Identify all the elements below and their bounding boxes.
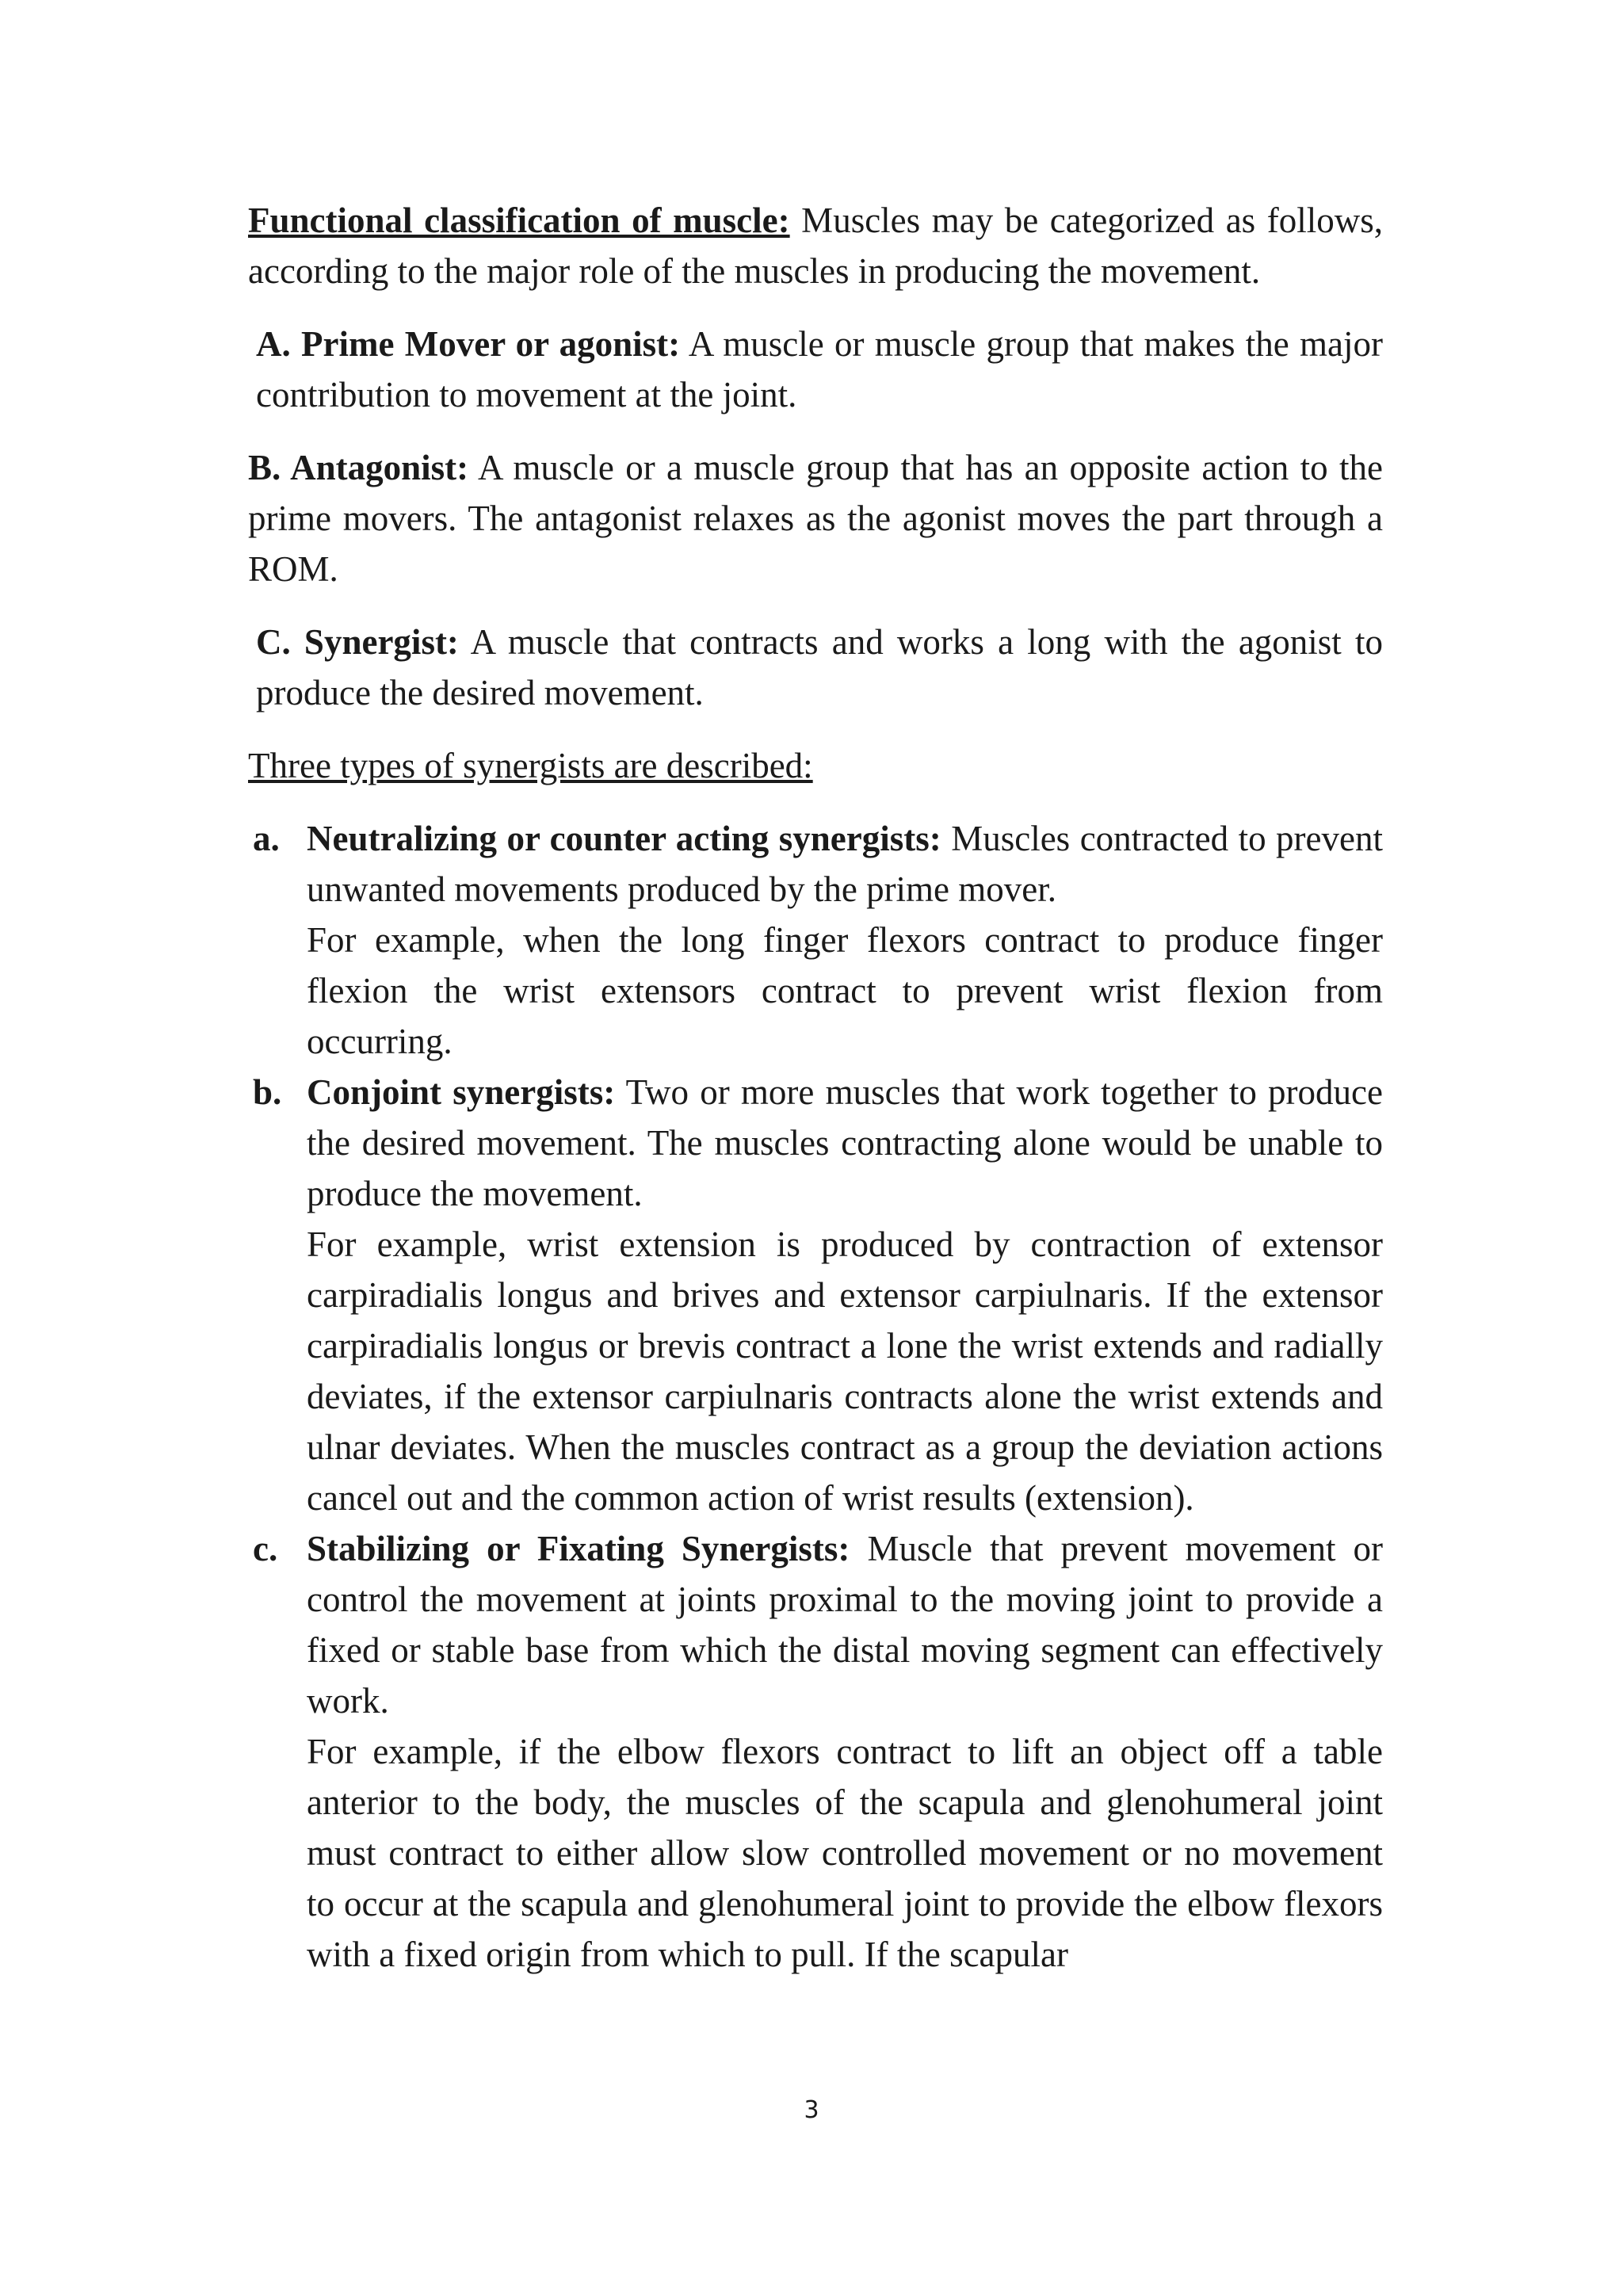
definition-text: A muscle that contracts and works a long with the agonist to produce the desired movement.	[256, 622, 1383, 712]
list-item-body	[307, 1067, 1383, 1219]
definition-synergist	[248, 617, 1383, 718]
definition-term: B. Antagonist:	[248, 448, 469, 487]
definition-text: A muscle or muscle group that makes the major contribution to movement at the joint.	[256, 324, 1384, 415]
intro-paragraph	[248, 195, 1383, 296]
list-item-term: Neutralizing or counter acting synergists:	[307, 819, 941, 858]
definition-antagonist	[248, 442, 1383, 594]
list-item-text: Muscle that prevent movement or control the movement at joints proximal to the moving joint to provide a fixed or stable base from which the distal moving segment can effectively work.	[307, 1529, 1383, 1721]
synergist-types-list	[248, 813, 1383, 1980]
definition-term: A. Prime Mover or agonist:	[256, 324, 681, 364]
synergists-subheading: Three types of synergists are described:	[248, 746, 813, 785]
list-item-stabilizing	[248, 1523, 1383, 1980]
definition-prime-mover	[248, 319, 1383, 420]
list-marker: b.	[253, 1072, 282, 1112]
list-item-term: Conjoint synergists:	[307, 1072, 616, 1112]
list-item-term: Stabilizing or Fixating Synergists:	[307, 1529, 850, 1568]
list-item-body	[307, 813, 1383, 915]
list-item-example: For example, when the long finger flexors contract to produce finger flexion the wrist extensors contract to prevent wrist flexion from occurring.	[307, 920, 1383, 1061]
list-item-example: For example, if the elbow flexors contract to lift an object off a table anterior to the body, the muscles of the scapula and glenohumeral joint must contract to either allow slow controlled movement or no movement to occur at the scapula and glenohumeral joint to provide the elbow flexors with a fixed origin from which to pull. If the scapular	[307, 1732, 1383, 1974]
list-item-example: For example, wrist extension is produced by contraction of extensor carpiradialis longus and brives and extensor carpiulnaris. If the extensor carpiradialis longus or brevis contract a lone the wrist extends and radially deviates, if the extensor carpiulnaris contracts alone the wrist extends and ulnar deviates. When the muscles contract as a group the deviation actions cancel out and the common action of wrist results (extension).	[307, 1224, 1383, 1518]
definition-term: C. Synergist:	[256, 622, 459, 662]
intro-text: Muscles may be categorized as follows, according to the major role of the muscles in producing the movement.	[248, 201, 1383, 291]
definition-text: A muscle or a muscle group that has an opposite action to the prime movers. The antagonist relaxes as the agonist moves the part through a ROM.	[248, 448, 1383, 589]
list-item-conjoint	[248, 1067, 1383, 1523]
section-heading: Functional classification of muscle:	[248, 201, 790, 240]
page-number: 3	[804, 2096, 819, 2124]
list-marker: c.	[253, 1529, 278, 1568]
list-marker: a.	[253, 819, 280, 858]
list-item-text: Two or more muscles that work together to produce the desired movement. The muscles contracting alone would be unable to produce the movement.	[307, 1072, 1383, 1213]
list-item-text: Muscles contracted to prevent unwanted movements produced by the prime mover.	[307, 819, 1383, 909]
document-page	[248, 195, 1383, 1980]
list-item-neutralizing	[248, 813, 1383, 1067]
list-item-body	[307, 1523, 1383, 1726]
